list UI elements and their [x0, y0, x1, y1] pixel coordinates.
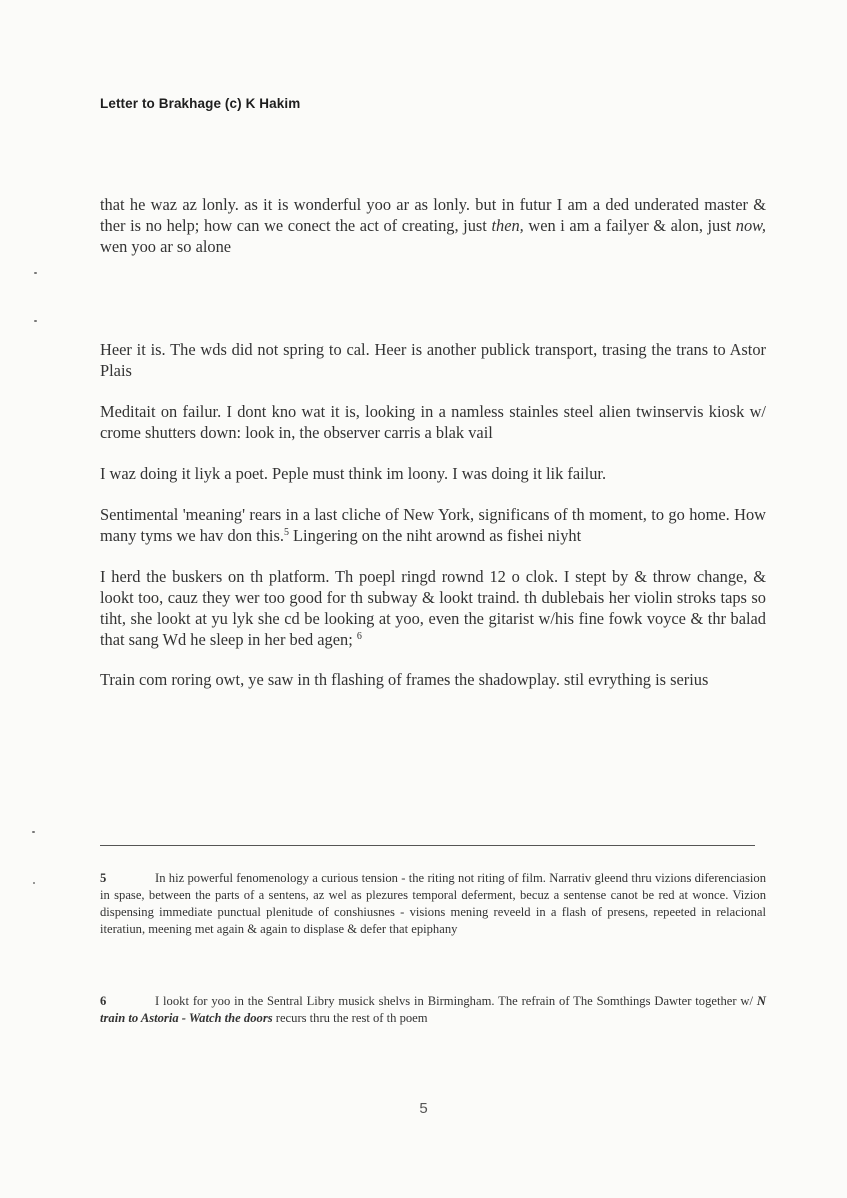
paragraph-6-text: I herd the buskers on th platform. Th poepl ringd rownd 12 o clok. I stept by & throw change, & lookt too, cauz they wer too good for th subway & lookt traind. th dublebais her violin stroks taps so tiht, she lookt at yu lyk she cd be looking at yoo, even the gitarist w/his fine fowk voyce & thr balad that sang Wd he sleep in her bed agen;	[100, 567, 766, 649]
footnote-ref-6: 6	[356, 631, 362, 642]
paragraph-1-text-c: wen yoo ar so alone	[100, 237, 232, 256]
page-header: Letter to Brakhage (c) K Hakim	[100, 96, 301, 111]
footnote-6-text-b: recurs thru the rest of th poem	[272, 1011, 428, 1025]
paragraph-1	[100, 194, 766, 257]
paragraph-3: Meditait on failur. I dont kno wat it is, looking in a namless stainles steel alien twinservis kiosk w/ crome shutters down: look in, the observer carris a blak vail	[100, 402, 766, 442]
paragraph-5-text-b: Lingering on the niht arownd as fishei niyht	[288, 526, 582, 545]
paragraph-1-text-b: wen i am a failyer & alon, just	[523, 216, 736, 235]
page-number: 5	[419, 1100, 428, 1117]
footnote-5	[100, 870, 766, 938]
scan-speck	[33, 882, 35, 884]
footnote-6-text-a: I lookt for yoo in the Sentral Libry musick shelvs in Birmingham. The refrain of The Somthings Dawter together w/	[155, 994, 757, 1008]
paragraph-1-emphasis-then: then,	[491, 216, 524, 235]
paragraph-5-text-a: Sentimental 'meaning' rears in a last cliche of New York, significans of th moment, to go home. How many tyms we hav don this.	[100, 505, 766, 545]
paragraph-2: Heer it is. The wds did not spring to cal. Heer is another publick transport, trasing the trans to Astor Plais	[100, 340, 766, 380]
scan-speck	[34, 272, 37, 274]
paragraph-1-text-a: that he waz az lonly. as it is wonderful yoo ar as lonly. but in futur I am a ded underated master & ther is no help; how can we conect the act of creating, just	[100, 195, 766, 235]
scan-speck	[34, 320, 37, 322]
footnote-6-number: 6	[100, 994, 107, 1008]
paragraph-7: Train com roring owt, ye saw in th flashing of frames the shadowplay. stil evrything is serius	[100, 670, 709, 689]
footnote-6-poem-title: N train to Astoria - Watch the doors	[100, 994, 766, 1025]
footnote-6	[100, 993, 766, 1027]
paragraph-5	[100, 504, 766, 546]
scan-speck	[32, 831, 35, 833]
paragraph-6	[100, 566, 766, 650]
paragraph-4: I waz doing it liyk a poet. Peple must think im loony. I was doing it lik failur.	[100, 464, 607, 483]
footnote-5-number: 5	[100, 871, 107, 885]
paragraph-1-emphasis-now: now,	[735, 216, 766, 235]
footnote-ref-5: 5	[283, 527, 289, 538]
footnote-5-text: In hiz powerful fenomenology a curious tension - the riting not riting of film. Narrativ gleend thru vizions diferenciasion in spase, between the parts of a sentens, az wel as plezures temporal deferment, becuz a sentense canot be red at wonce. Vizion dispensing immediate punctual plenitude of conshiusnes - visions mening reveeld in a flash of presens, repeeted in relacional iteratiun, meening met again & again to displase & defer that epiphany	[100, 871, 766, 936]
footnote-separator-rule	[100, 845, 755, 846]
